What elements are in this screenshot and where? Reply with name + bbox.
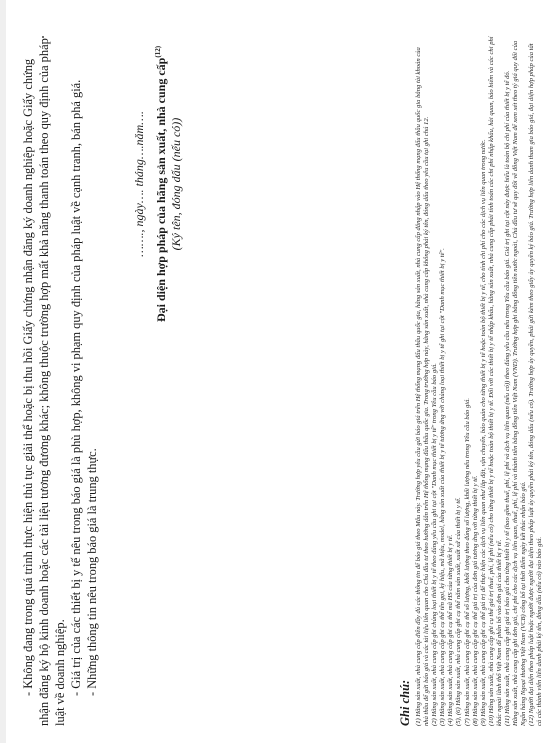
note-item: (11) Hãng sản xuất, nhà cung cấp ghi giá trị báo giá cho từng thiết bị y tế (bao gồm thuế, phí, lệ phí và dịch vụ liên quan (nếu có)) theo đúng yêu cầu nêu trong Yêu cầu báo giá. Giá trị ghi tại cột này được hiểu là toàn bộ chi phí của thiết bị y tế đó. [504,70,512,726]
signature-title-sup: (12) [154,45,162,58]
note-item: (1) Hãng sản xuất, nhà cung cấp điền đầy đủ các thông tin để báo giá theo Mẫu này. Trường hợp yêu cầu gửi báo giá trên Hệ thống mạng đấu thầu quốc gia, hãng sản xuất, nhà cung cấp đăng nhập vào Hệ thống mạng đấu thầu quốc gia bằng tài khoản của nhà thầu để gửi báo giá và các tài liệu liên quan cho Chủ đầu tư theo hướng dẫn trên Hệ thống mạng đấu thầu quốc gia. Trong trường hợp này, hãng sản xuất, nhà cung cấp không phải ký tên, đóng dấu theo yêu cầu tại ghi chú 12. [415,47,431,726]
commitment-pricing: - Giá trị của các thiết bị y tế nêu trong báo giá là phù hợp, không vi phạm quy định của pháp luật về cạnh tranh, bán phá giá. [69,79,83,696]
signature-title-text: Đại diện hợp pháp của hãng sản xuất, nhà cung cấp [154,57,168,323]
note-item: (4) Hãng sản xuất, nhà cung cấp ghi cụ thể mã HS của từng thiết bị y tế. [447,534,455,726]
note-item: (3) Hãng sản xuất, nhà cung cấp ghi cụ thể tên gọi, ký hiệu, mã hiệu, model, hãng sản xuất của thiết bị y tế tương ứng với chủng loại thiết bị y tế ghi tại cột "Danh mục thiết bị y tế". [439,248,447,726]
note-item: (8) Hãng sản xuất, nhà cung cấp ghi cụ thể giá trị của đơn giá tương ứng với từng thiết bị y tế. [471,475,479,726]
signature-block [132,34,184,334]
notes-heading: Ghi chú: [398,679,412,726]
commitment-dissolution: - Không đang trong quá trình thực hiện thủ tục giải thể hoặc bị thu hồi Giấy chứng nhận đăng ký doanh nghiệp hoặc Giấy chứng nhận đăng ký hộ kinh doanh hoặc các tài liệu tương đương khác; không thuộc trường hợp mất khả năng thanh toán theo quy định của pháp luật về doanh nghiệp. [21,38,67,726]
signature-title [151,34,169,334]
commitment-paragraphs [20,36,100,726]
note-item: (10) Hãng sản xuất, nhà cung cấp ghi cụ thể giá trị thuế, phí, lệ phí (nếu có) cho từng thiết bị y tế hoặc toàn bộ thiết bị y tế. Đối với các thiết bị y tế nhập khẩu, hãng sản xuất, nhà cung cấp phải tính toán các chi phí nhập khẩu, hải quan, bảo hiểm và các chi phí khác ngoài lãnh thổ Việt Nam để phân bổ vào đơn giá của thiết bị y tế. [487,36,503,726]
notes-section [398,36,545,726]
note-item: (2) Hãng sản xuất, nhà cung cấp ghi chủng loại thiết bị y tế theo đúng yêu cầu ghi tại cột "Danh mục thiết bị y tế" trong Yêu cầu báo giá. [431,363,439,726]
scan-edge [0,0,6,743]
signature-date: ……., ngày…. tháng….năm…. [132,111,146,257]
note-item: Hãng sản xuất, nhà cung cấp ghi đơn giá, chi phí cho các dịch vụ liên quan, thuế, phí, lệ phí và thành tiền bằng đồng tiền Việt Nam (VND). Trường hợp ghi bằng đồng tiền nước ngoài, Chủ đầu tư sẽ quy đổi về đồng Việt Nam để xem xét theo tỷ giá quy đổi của Ngân hàng Ngoại thương Việt Nam (VCB) công bố tại thời điểm ngày kết thúc nhận báo giá. [512,40,528,726]
commitment-truthful: - Những thông tin nêu trong báo giá là trung thực. [85,448,99,696]
rotated-document-page [20,36,544,726]
note-item: (7) Hãng sản xuất, nhà cung cấp ghi cụ thể số lượng, khối lượng theo đúng số lượng, khối lượng nêu trong Yêu cầu báo giá. [463,397,471,726]
note-item: (9) Hãng sản xuất, nhà cung cấp ghi cụ thể giá trị để thực hiện các dịch vụ liên quan như lắp đặt, vận chuyển, bảo quản cho từng thiết bị y tế hoặc toàn bộ thiết bị y tế, cho tính chi phí cho các dịch vụ liên quan trong nước. [479,139,487,726]
note-item: (5), (6) Hãng sản xuất, nhà cung cấp ghi cụ thể năm sản xuất, xuất xứ của thiết bị y tế. [455,497,463,726]
signature-subtitle: (Ký tên, đóng dấu (nếu có)) [169,117,183,251]
note-item: (12) Người đại diện theo pháp luật hoặc người được người đại diện theo pháp luật ủy quyền phải ký tên, đóng dấu (nếu có). Trường hợp ủy quyền, phải gửi kèm theo giấy ủy quyền ký báo giá. Trường hợp liên danh tham gia báo giá, đại diện hợp pháp của tất cả các thành viên liên danh phải ký tên, đóng dấu (nếu có) vào báo giá. [528,43,544,726]
